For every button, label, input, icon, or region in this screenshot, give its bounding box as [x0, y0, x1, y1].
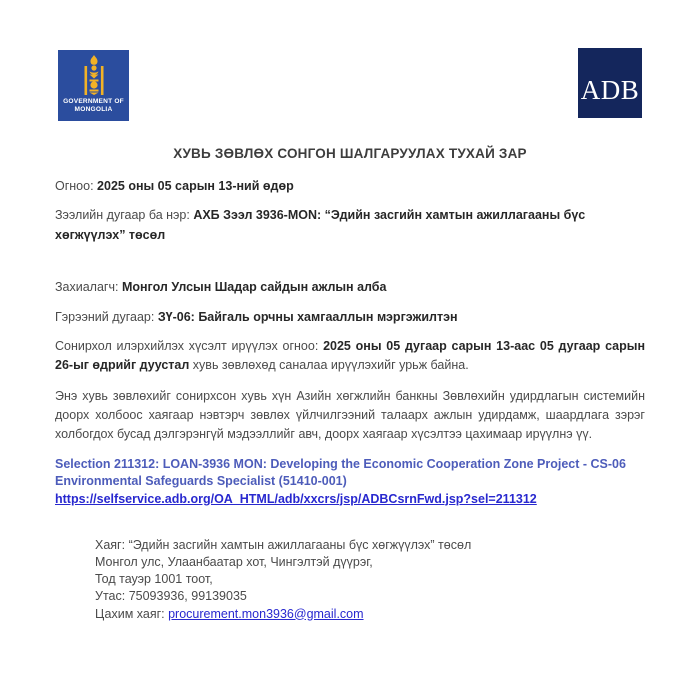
contract-value: ЗҮ-06: Байгаль орчны хамгааллын мэргэжилтэн — [157, 309, 458, 324]
email-link[interactable]: procurement.mon3936@gmail.com — [168, 606, 364, 621]
address-line-city: Монгол улс, Улаанбаатар хот, Чингэлтэй дүүрэг, — [95, 554, 373, 569]
address-line-project: Хаяг: “Эдийн засгийн хамтын ажиллагааны бүс хөгжүүлэх” төсөл — [95, 537, 472, 552]
address-block — [95, 537, 645, 623]
government-of-mongolia-logo — [58, 50, 129, 121]
loan-value: АХБ Зээл 3936-MON: “Эдийн засгийн хамтын ажиллагааны бүс хөгжүүлэх” төсөл — [55, 208, 586, 242]
contract-line — [55, 308, 645, 327]
adb-logo — [578, 48, 642, 118]
eoi-value: 2025 оны 05 дугаар сарын 13-аас 05 дугаар сарын 26-ыг өдрийг дуустал — [55, 338, 645, 373]
selection-title: Selection 211312: LOAN-3936 MON: Developing the Economic Cooperation Zone Project - CS-06 Environmental Safeguards Specialist (51410-001) — [55, 456, 626, 488]
phone-value: 75093936, 99139035 — [128, 589, 247, 604]
email-line — [95, 606, 645, 623]
client-line — [55, 278, 645, 297]
date-value: 2025 оны 05 сарын 13-ний өдөр — [97, 179, 294, 193]
client-value: Монгол Улсын Шадар сайдын ажлын алба — [121, 280, 387, 295]
loan-label: Зээлийн дугаар ба нэр: — [55, 208, 194, 223]
selection-url-link[interactable]: https://selfservice.adb.org/OA_HTML/adb/xxcrs/jsp/ADBCsrnFwd.jsp?sel=211312 — [55, 491, 537, 506]
selection-block — [55, 456, 645, 508]
header — [55, 50, 645, 121]
eoi-suffix: хувь зөвлөхөд саналаа ирүүлэхийг урьж байна. — [189, 358, 469, 373]
date-line — [55, 177, 645, 196]
contract-label: Гэрээний дугаар: — [55, 309, 158, 324]
page-title: ХУВЬ ЗӨВЛӨХ СОНГОН ШАЛГАРУУЛАХ ТУХАЙ ЗАР — [173, 146, 527, 161]
phone-label: Утас: — [95, 589, 129, 604]
eoi-deadline-paragraph — [55, 337, 645, 376]
government-logo-label: GOVERNMENT OF MONGOLIA — [63, 98, 124, 114]
address-line-building: Тод тауэр 1001 тоот, — [95, 572, 213, 586]
loan-line — [55, 206, 645, 245]
phone-line — [95, 588, 645, 605]
soyombo-icon — [80, 55, 108, 95]
date-label: Огноо: — [55, 179, 98, 193]
client-label: Захиалагч: — [55, 280, 122, 295]
instructions-paragraph: Энэ хувь зөвлөхийг сонирхсон хувь хүн Азийн хөгжлийн банкны Зөвлөхийн удирдлагын системийн доорх холбоос хаягаар нэвтэрч зөвлөх үйлчилгээний талаарх ажлын удирдамж, шаардлага зэрэг холбогдох бусад дэлгэрэнгүй мэдээллийг авч, доорх хаягаар хүсэлтээ цахимаар ирүүлнэ үү. — [55, 388, 645, 442]
email-label: Цахим хаяг: — [95, 606, 169, 621]
adb-logo-label: ADB — [580, 74, 640, 105]
eoi-label: Сонирхол илэрхийлэх хүсэлт ирүүлэх огноо: — [55, 338, 324, 353]
